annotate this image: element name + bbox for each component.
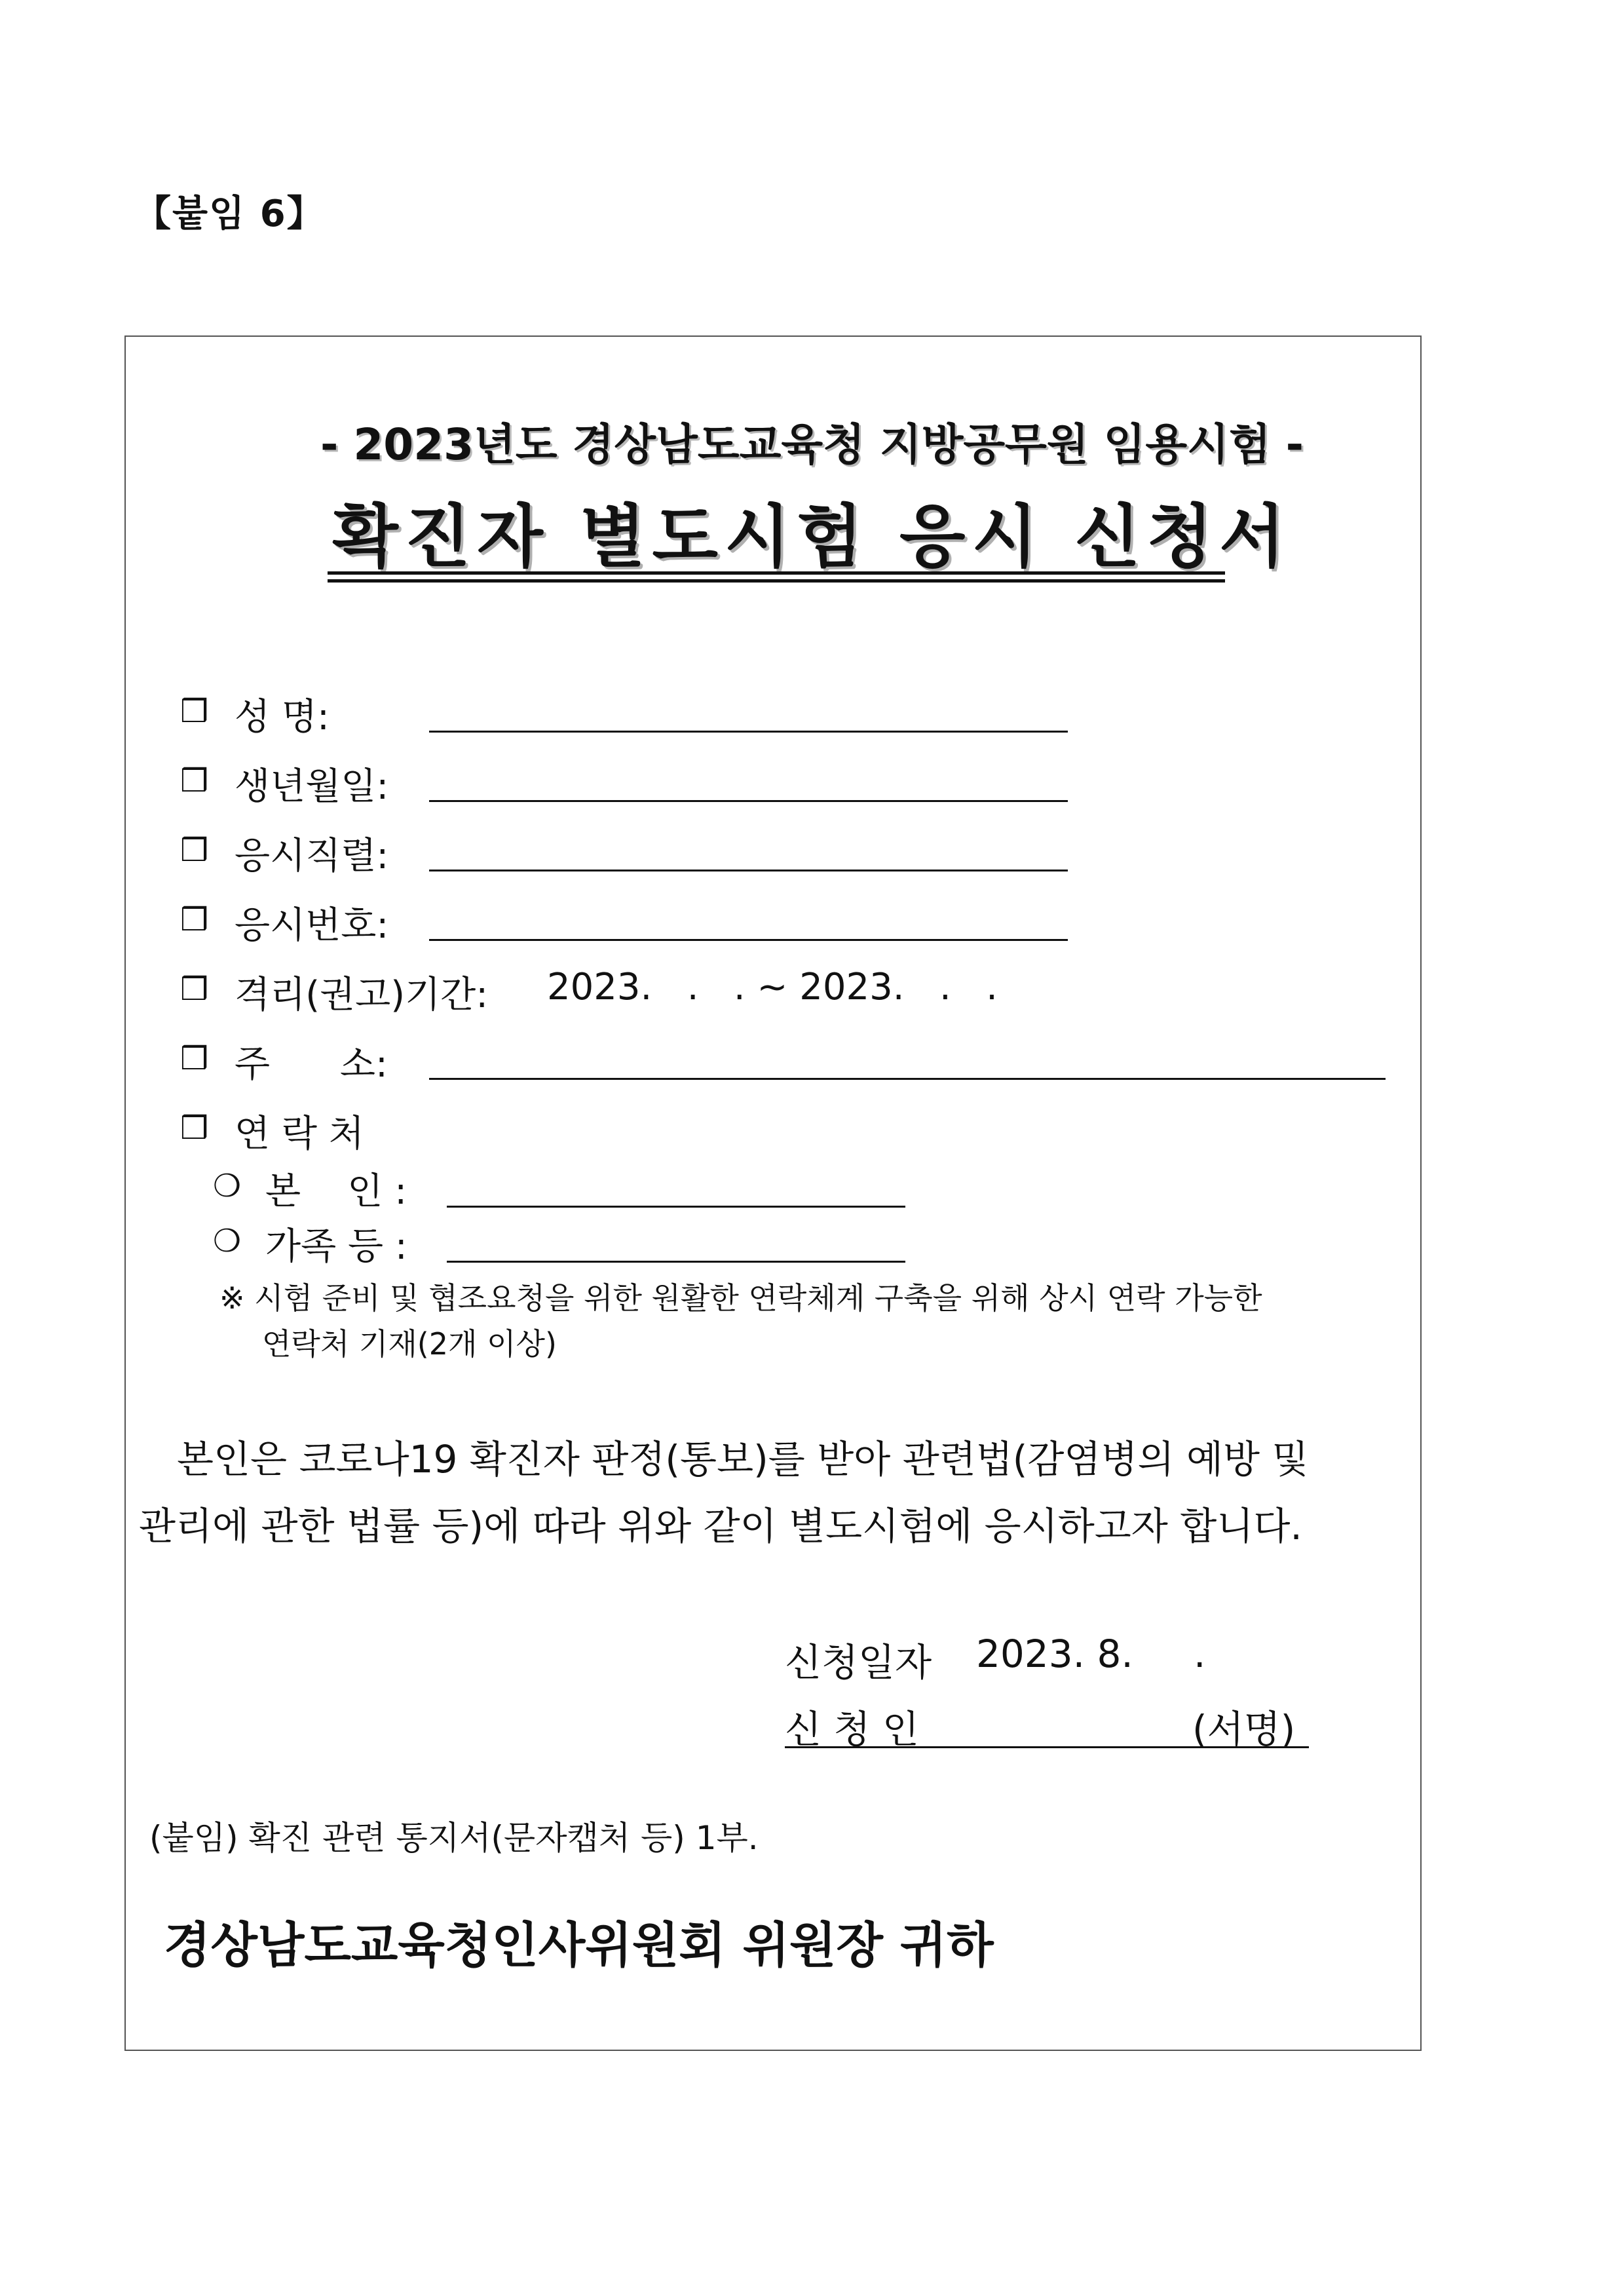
circle-bullet-icon: ❍ <box>213 1223 242 1259</box>
exam-subtitle: - 2023년도 경상남도교육청 지방공무원 임용시험 - <box>320 419 1304 470</box>
checkbox-icon: ❒ <box>180 971 209 1008</box>
self-contact-field[interactable] <box>447 1206 905 1208</box>
statement-line-2: 관리에 관한 법률 등)에 따라 위와 같이 별도시험에 응시하고자 합니다. <box>139 1504 1302 1548</box>
family-contact-field[interactable] <box>447 1261 905 1263</box>
signature-field[interactable] <box>785 1746 1309 1748</box>
contact-label: 연 락 처 <box>235 1113 364 1155</box>
birth-field[interactable] <box>429 800 1068 802</box>
name-label: 성 명: <box>235 696 330 738</box>
contact-note: ※ 시험 준비 및 협조요청을 위한 원활한 연락체계 구축을 위해 상시 연락 가능한 <box>219 1280 1262 1316</box>
address-label: 주 소: <box>235 1043 388 1086</box>
birth-label: 생년월일: <box>235 765 389 808</box>
quarantine-value[interactable]: 2023. . . ~ 2023. . . <box>547 966 998 1008</box>
title-underline-top <box>328 571 1225 575</box>
checkbox-icon: ❒ <box>180 1110 209 1147</box>
checkbox-icon: ❒ <box>180 902 209 938</box>
applicant-label: 신 청 인 <box>785 1707 919 1751</box>
number-label: 응시번호: <box>235 904 389 947</box>
circle-bullet-icon: ❍ <box>213 1168 242 1204</box>
application-date-label: 신청일자 <box>785 1640 932 1685</box>
checkbox-icon: ❒ <box>180 832 209 869</box>
family-contact-label: 가족 등 : <box>265 1225 407 1268</box>
quarantine-label: 격리(권고)기간: <box>235 974 489 1016</box>
number-field[interactable] <box>429 939 1068 941</box>
title-underline-bottom <box>328 579 1225 583</box>
form-title: 확진자 별도시험 응시 신청서 <box>332 497 1292 577</box>
name-field[interactable] <box>429 731 1068 733</box>
attachment-note: (붙임) 확진 관련 통지서(문자캡처 등) 1부. <box>149 1819 759 1857</box>
statement-line-1: 본인은 코로나19 확진자 판정(통보)를 받아 관련법(감염병의 예방 및 <box>177 1437 1309 1482</box>
job-field[interactable] <box>429 870 1068 871</box>
self-contact-label: 본 인 : <box>265 1170 407 1213</box>
checkbox-icon: ❒ <box>180 1041 209 1077</box>
signature-label: (서명) <box>1192 1707 1296 1751</box>
attachment-label: 【붙임 6】 <box>134 193 325 235</box>
job-label: 응시직렬: <box>235 835 389 877</box>
checkbox-icon: ❒ <box>180 693 209 730</box>
addressee: 경상남도교육청인사위원회 위원장 귀하 <box>164 1917 994 1974</box>
application-date-value[interactable]: 2023. 8. . <box>976 1632 1206 1676</box>
checkbox-icon: ❒ <box>180 763 209 799</box>
address-field[interactable] <box>429 1078 1386 1080</box>
contact-note-continued: 연락처 기재(2개 이상) <box>262 1326 557 1362</box>
